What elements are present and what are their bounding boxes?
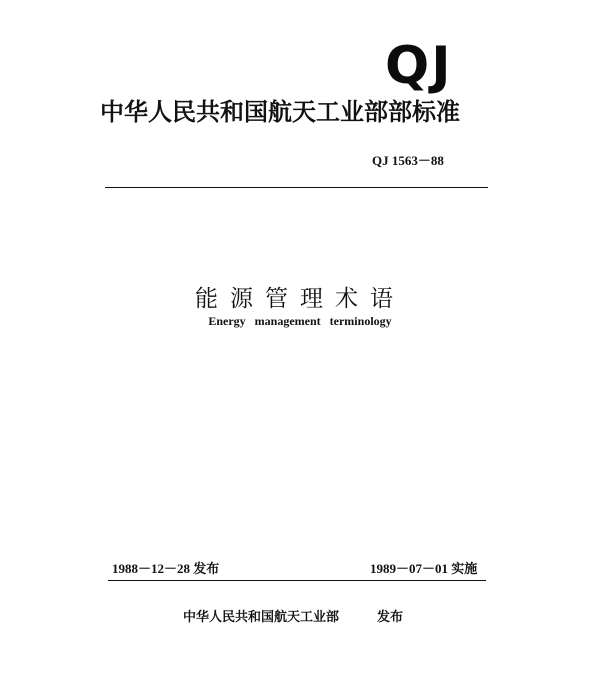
publisher-name: 中华人民共和国航天工业部	[183, 610, 340, 625]
top-divider	[105, 187, 488, 188]
issue-date: 1988－12－28 发布	[112, 561, 220, 576]
document-title-english: Energy management terminology	[208, 314, 392, 328]
standard-category-title: 中华人民共和国航天工业部部标准	[100, 98, 460, 126]
qj-logo: QJ	[385, 36, 453, 96]
standard-number: QJ 1563－88	[372, 153, 444, 168]
implementation-date: 1989－07－01 实施	[370, 561, 478, 576]
bottom-divider	[108, 580, 486, 581]
document-title-chinese: 能源管理术语	[195, 286, 405, 312]
publish-label: 发布	[377, 610, 404, 625]
